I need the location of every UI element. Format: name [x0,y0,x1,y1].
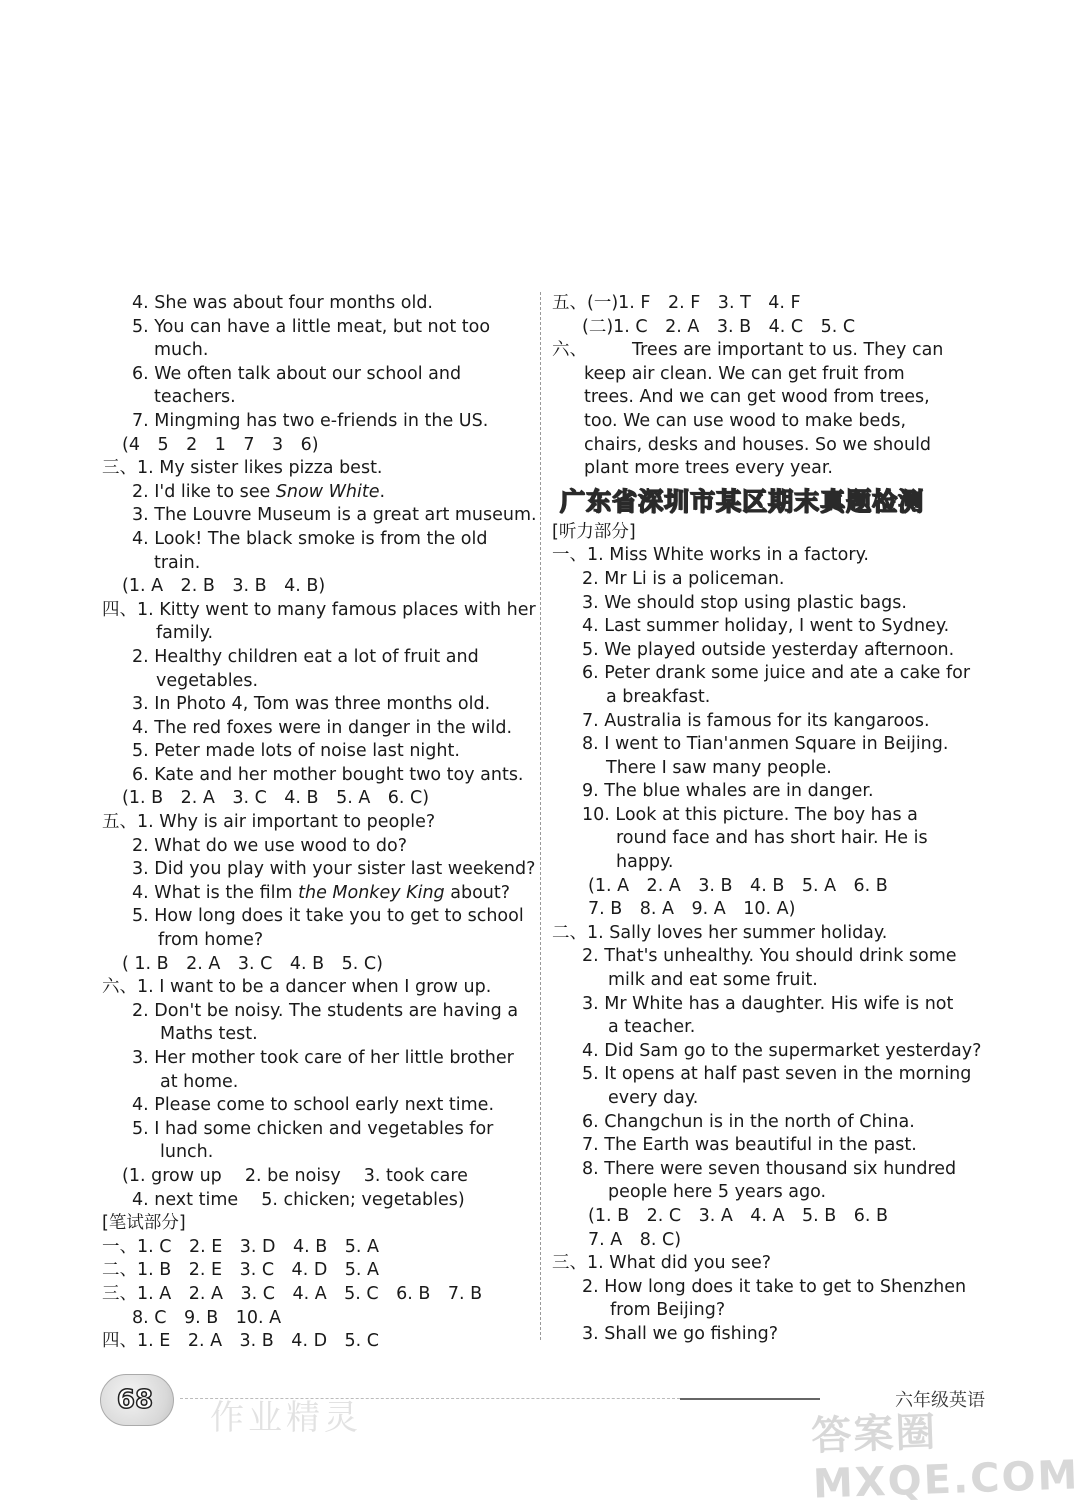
answer-line: 2. That's unhealthy. You should drink some [582,946,957,967]
answer-line: 4. Please come to school early next time. [132,1095,495,1116]
part-heading-listening: [听力部分] [552,521,636,542]
answer-line: from home? [158,930,264,951]
answer-line: 1. Miss White works in a factory. [587,545,869,566]
answer-line: 1. Why is air important to people? [137,812,436,833]
answer-line: 1. What did you see? [587,1253,772,1274]
brand-watermark: 作业精灵 [210,1398,362,1438]
essay-line: too. We can use wood to make beds, [584,410,907,431]
answer-key: 二、1. B 2. E 3. C 4. D 5. A [102,1260,380,1281]
answer-line: a teacher. [608,1017,696,1038]
answer-line: 3. Mr White has a daughter. His wife is not [582,993,954,1014]
answer-key: 7. A 8. C) [588,1229,682,1250]
footer-rule-solid [680,1398,820,1400]
answer-line: family. [156,623,214,644]
answer-line: 4. Look! The black smoke is from the old [132,528,488,549]
answer-line: 4. What is the film [132,882,299,903]
answer-line: 4. Did Sam go to the supermarket yesterday? [582,1040,982,1061]
answer-line: 6. Changchun is in the north of China. [582,1111,915,1132]
essay-line: keep air clean. We can get fruit from [584,363,905,384]
answer-line: lunch. [160,1142,214,1163]
answer-line: much. [154,340,209,361]
answer-line: 3. Shall we go fishing? [582,1323,779,1344]
answer-key: 四、1. E 2. A 3. B 4. D 5. C [102,1331,380,1352]
answer-line: 2. What do we use wood to do? [132,835,407,856]
answer-line: 5. We played outside yesterday afternoon. [582,639,955,660]
answer-line: milk and eat some fruit. [608,970,818,991]
answer-line: 1. Kitty went to many famous places with her [137,599,536,620]
section-number: 三、 [552,1253,587,1274]
answer-line: 6. Kate and her mother bought two toy ants. [132,764,524,785]
right-column [552,292,982,1347]
answer-line: 3. The Louvre Museum is a great art museum. [132,505,537,526]
answer-key: (4 5 2 1 7 3 6) [122,434,319,455]
answer-key: 一、1. C 2. E 3. D 4. B 5. A [102,1236,380,1257]
answer-line: 4. She was about four months old. [132,293,433,313]
section-number: 五、 [102,812,137,833]
film-title: Snow White [275,481,380,502]
answer-line: 7. The Earth was beautiful in the past. [582,1135,917,1156]
answer-line: 2. Mr Li is a policeman. [582,568,785,589]
answer-line: at home. [160,1071,239,1092]
answer-key: 三、1. A 2. A 3. C 4. A 5. C 6. B 7. B [102,1283,483,1304]
answer-line: teachers. [154,387,236,408]
answer-line: 2. Don't be noisy. The students are having a [132,1000,519,1021]
answer-line: Maths test. [160,1024,258,1045]
answer-key: (1. B 2. C 3. A 4. A 5. B 6. B [588,1205,889,1226]
answer-line: 3. In Photo 4, Tom was three months old. [132,694,491,715]
site-watermark: 答案圈 MXQE.COM [810,1409,1080,1508]
answer-line: round face and has short hair. He is [616,828,928,849]
answer-line-end: about? [444,882,511,903]
answer-line: 1. I want to be a dancer when I grow up. [137,977,492,998]
section-number: 一、 [552,545,587,566]
section-number: 四、 [102,599,137,620]
answer-line: 3. Did you play with your sister last weekend? [132,859,536,880]
section-number: 六、 [102,977,137,998]
film-title: the Monkey King [298,882,445,903]
answer-line: 6. Peter drank some juice and ate a cake for [582,663,971,684]
page-number: 68 [116,1385,154,1415]
answer-line: happy. [616,852,674,873]
answer-line: 5. You can have a little meat, but not too [132,316,491,337]
answer-key: (1. A 2. A 3. B 4. B 5. A 6. B [588,875,888,896]
essay-line: chairs, desks and houses. So we should [584,434,932,455]
answer-line: 5. How long does it take you to get to school [132,906,524,927]
answer-line: 2. I'd like to see [132,481,276,502]
answer-key: 五、(一)1. F 2. F 3. T 4. F [552,293,801,313]
answer-line: 6. We often talk about our school and [132,363,462,384]
answer-line: 8. I went to Tian'anmen Square in Beijing. [582,734,949,755]
answer-key: (二)1. C 2. A 3. B 4. C 5. C [582,316,856,337]
punctuation: . [379,481,386,502]
footer-rule [180,1398,680,1399]
answer-line: from Beijing? [610,1300,726,1321]
answer-key: 4. next time 5. chicken; vegetables) [132,1189,465,1210]
answer-line: 4. The red foxes were in danger in the wild. [132,717,513,738]
left-column [102,292,537,1354]
answer-line: 5. Peter made lots of noise last night. [132,741,460,762]
answer-line: 7. Australia is famous for its kangaroos. [582,710,930,731]
answer-line: 3. Her mother took care of her little brother [132,1048,514,1068]
essay-line: plant more trees every year. [584,458,833,479]
answer-line: 9. The blue whales are in danger. [582,781,874,802]
column-divider [540,292,541,1340]
answer-key: (1. A 2. B 3. B 4. B) [122,576,326,597]
answer-line: 5. I had some chicken and vegetables for [132,1118,494,1139]
section-title: 广东省深圳市某区期末真题检测 [560,486,925,516]
answer-line: 3. We should stop using plastic bags. [582,592,907,613]
answer-key: ( 1. B 2. A 3. C 4. B 5. C) [122,953,383,974]
section-number: 三、 [102,458,137,479]
answer-line: vegetables. [156,670,259,691]
answer-key: (1. grow up 2. be noisy 3. took care [122,1165,468,1186]
answer-key: 7. B 8. A 9. A 10. A) [588,899,796,920]
answer-line: a breakfast. [606,686,711,707]
section-number: 六、 [552,340,587,361]
answer-line: train. [154,552,201,573]
answer-key: (1. B 2. A 3. C 4. B 5. A 6. C) [122,788,430,809]
answer-line: 1. Sally loves her summer holiday. [587,922,888,943]
answer-line: 5. It opens at half past seven in the morning [582,1064,972,1085]
section-number: 二、 [552,922,587,943]
answer-line: 4. Last summer holiday, I went to Sydney. [582,616,950,637]
part-heading-written: [笔试部分] [102,1213,186,1234]
grade-label: 六年级英语 [895,1390,985,1411]
answer-line: 2. How long does it take to get to Shenzhen [582,1276,967,1297]
answer-line: 2. Healthy children eat a lot of fruit and [132,646,479,667]
essay-line: Trees are important to us. They can [632,340,944,361]
answer-line: 8. There were seven thousand six hundred [582,1158,957,1179]
answer-line: There I saw many people. [606,757,832,778]
answer-line: people here 5 years ago. [608,1182,827,1203]
answer-key: 8. C 9. B 10. A [132,1307,282,1328]
answer-line: every day. [608,1088,699,1108]
essay-line: trees. And we can get wood from trees, [584,387,930,408]
answer-line: 10. Look at this picture. The boy has a [582,804,918,825]
answer-line: 1. My sister likes pizza best. [137,458,383,479]
answer-line: 7. Mingming has two e-friends in the US. [132,410,489,431]
